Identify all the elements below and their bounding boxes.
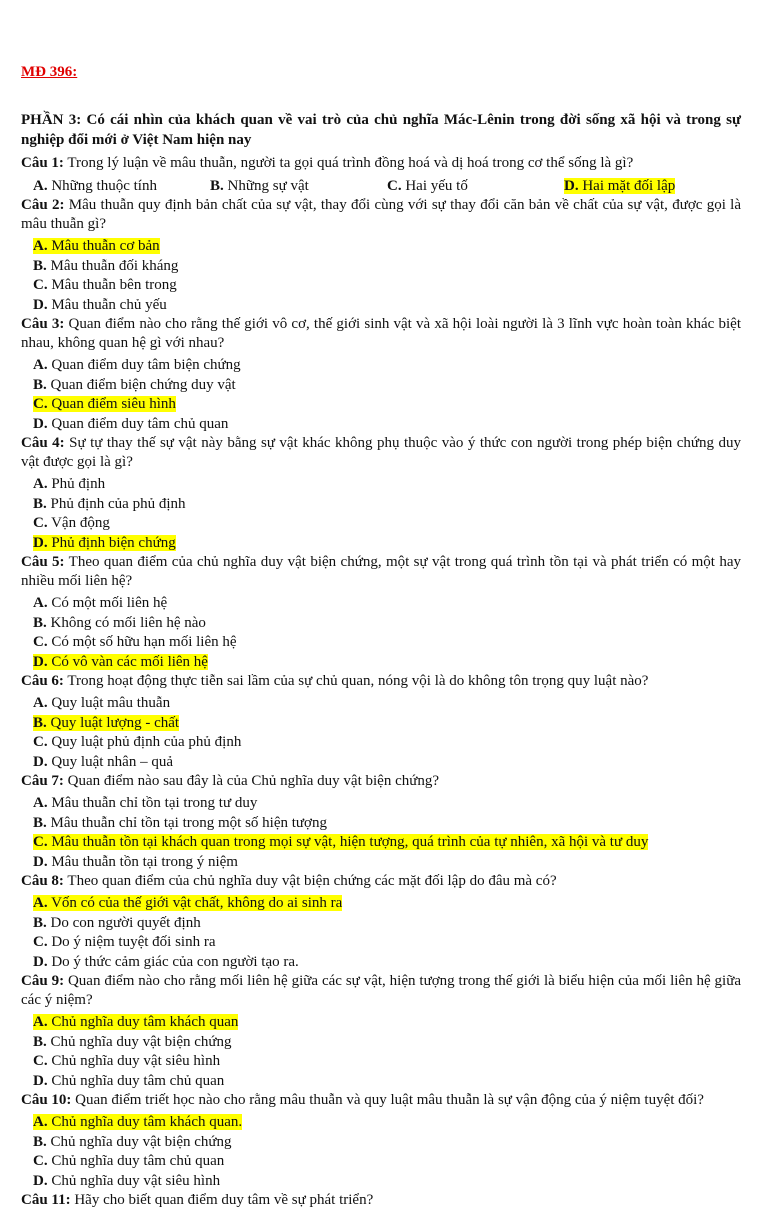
option-text: Quy luật mâu thuẫn bbox=[47, 695, 171, 711]
option-text: Không có mối liên hệ nào bbox=[46, 614, 206, 631]
option-list bbox=[33, 894, 741, 972]
option-letter: A. bbox=[33, 238, 48, 254]
question-label: Câu 11: bbox=[21, 1192, 71, 1208]
option-text: Vốn có của thế giới vật chất, không do ai sinh ra bbox=[47, 895, 343, 911]
question-label: Câu 7: bbox=[21, 773, 64, 789]
option-c[interactable] bbox=[33, 1152, 390, 1172]
option-letter: D. bbox=[33, 853, 48, 870]
option-letter: B. bbox=[33, 714, 47, 731]
answer-highlight bbox=[33, 396, 176, 412]
option-letter: D. bbox=[33, 296, 48, 313]
option-letter: C. bbox=[33, 277, 48, 293]
option-a[interactable] bbox=[33, 794, 741, 814]
option-list bbox=[33, 794, 741, 872]
option-b[interactable] bbox=[210, 176, 387, 196]
option-text: Những thuộc tính bbox=[47, 178, 157, 194]
option-text: Mâu thuẫn tồn tại khách quan trong mọi sự vật, hiện tượng, quá trình của tự nhiên, xã hội và tư duy bbox=[47, 834, 649, 850]
option-b[interactable] bbox=[33, 914, 741, 934]
option-d[interactable] bbox=[33, 753, 390, 773]
option-grid bbox=[33, 694, 741, 772]
option-c[interactable] bbox=[33, 633, 390, 653]
question-stem bbox=[21, 872, 741, 891]
option-letter: C. bbox=[33, 634, 48, 650]
option-letter: B. bbox=[210, 178, 224, 194]
option-letter: D. bbox=[33, 415, 48, 432]
question-text: Mâu thuẫn quy định bản chất của sự vật, thay đổi cùng với sự thay đổi căn bản về chất của sự vật, được gọi là mâu thuẫn gì? bbox=[21, 197, 741, 232]
answer-highlight bbox=[33, 1014, 238, 1030]
option-a[interactable] bbox=[33, 475, 390, 495]
question-stem bbox=[21, 972, 741, 1010]
option-letter: D. bbox=[564, 178, 579, 194]
option-d[interactable] bbox=[33, 953, 741, 973]
option-letter: C. bbox=[33, 1053, 48, 1069]
option-grid bbox=[33, 594, 741, 672]
answer-highlight bbox=[33, 535, 176, 551]
option-a[interactable] bbox=[33, 356, 390, 376]
option-b[interactable] bbox=[33, 814, 741, 834]
question-text: Trong hoạt động thực tiễn sai lầm của sự chủ quan, nóng vội là do không tôn trọng quy luật nào? bbox=[63, 673, 649, 689]
option-a[interactable] bbox=[33, 894, 741, 914]
option-c[interactable] bbox=[33, 276, 390, 296]
question-text: Sự tự thay thế sự vật này bằng sự vật khác không phụ thuộc vào ý thức con người trong phép biện chứng duy vật được gọi là gì? bbox=[21, 435, 741, 470]
option-text: Chủ nghĩa duy vật siêu hình bbox=[47, 1172, 221, 1189]
option-letter: A. bbox=[33, 695, 48, 711]
option-text: Mâu thuẫn tồn tại trong ý niệm bbox=[47, 853, 238, 870]
option-letter: B. bbox=[33, 257, 47, 274]
option-grid bbox=[33, 356, 741, 434]
option-letter: A. bbox=[33, 357, 48, 373]
option-letter: C. bbox=[33, 396, 48, 412]
option-text: Những sự vật bbox=[223, 178, 309, 194]
option-letter: A. bbox=[33, 795, 48, 811]
question-stem bbox=[21, 672, 741, 691]
option-c[interactable] bbox=[33, 933, 741, 953]
option-letter: B. bbox=[33, 1033, 47, 1050]
option-text: Phủ định bbox=[47, 476, 106, 492]
question-1 bbox=[21, 154, 741, 196]
option-c[interactable] bbox=[33, 733, 390, 753]
option-text: Chủ nghĩa duy tâm khách quan bbox=[47, 1014, 239, 1030]
option-a[interactable] bbox=[33, 237, 390, 257]
option-letter: C. bbox=[33, 834, 48, 850]
option-letter: D. bbox=[33, 953, 48, 970]
question-7 bbox=[21, 772, 741, 872]
option-letter: D. bbox=[33, 753, 48, 770]
option-text: Chủ nghĩa duy vật biện chứng bbox=[46, 1133, 232, 1150]
option-letter: B. bbox=[33, 814, 47, 831]
option-c[interactable] bbox=[33, 1052, 390, 1072]
question-text: Quan điểm nào cho rằng thế giới vô cơ, thế giới sinh vật và xã hội loài người là 3 lĩnh vực hoàn toàn khác biệt nhau, không quan hệ gì với nhau? bbox=[21, 316, 742, 351]
option-letter: B. bbox=[33, 614, 47, 631]
question-stem bbox=[21, 434, 741, 472]
option-d[interactable] bbox=[33, 653, 390, 673]
question-label: Câu 5: bbox=[21, 554, 65, 570]
option-text: Do ý thức cảm giác của con người tạo ra. bbox=[47, 953, 299, 970]
option-letter: A. bbox=[33, 1114, 48, 1130]
option-text: Mâu thuẫn bên trong bbox=[47, 277, 177, 293]
question-label: Câu 9: bbox=[21, 973, 65, 989]
question-list bbox=[21, 154, 741, 1213]
option-text: Vận động bbox=[47, 515, 110, 531]
option-text: Chủ nghĩa duy vật siêu hình bbox=[47, 1053, 221, 1069]
answer-highlight bbox=[33, 715, 179, 731]
option-text: Phủ định biện chứng bbox=[47, 534, 176, 551]
exam-code: MĐ 396: bbox=[21, 64, 78, 80]
option-c[interactable] bbox=[33, 833, 741, 853]
option-text: Có vô vàn các mối liên hệ bbox=[47, 653, 208, 670]
option-text: Mâu thuẫn cơ bản bbox=[47, 238, 160, 254]
option-c[interactable] bbox=[33, 395, 390, 415]
option-letter: B. bbox=[33, 495, 47, 512]
option-text: Quy luật lượng - chất bbox=[46, 714, 180, 731]
option-d[interactable] bbox=[564, 176, 741, 196]
option-letter: D. bbox=[33, 1172, 48, 1189]
option-text: Có một số hữu hạn mối liên hệ bbox=[47, 634, 237, 650]
question-label: Câu 8: bbox=[21, 873, 64, 889]
answer-highlight bbox=[33, 238, 160, 254]
question-label: Câu 3: bbox=[21, 316, 65, 332]
option-text: Phủ định của phủ định bbox=[46, 495, 186, 512]
question-11 bbox=[21, 1191, 741, 1210]
option-text: Mâu thuẫn chủ yếu bbox=[47, 296, 167, 313]
option-a[interactable] bbox=[33, 1013, 390, 1033]
question-label: Câu 10: bbox=[21, 1092, 72, 1108]
question-stem bbox=[21, 1091, 741, 1110]
option-text: Quan điểm biện chứng duy vật bbox=[46, 376, 236, 393]
option-c[interactable] bbox=[33, 514, 390, 534]
option-letter: B. bbox=[33, 376, 47, 393]
option-row bbox=[33, 176, 741, 196]
option-letter: A. bbox=[33, 476, 48, 492]
option-letter: A. bbox=[33, 1014, 48, 1030]
option-letter: B. bbox=[33, 1133, 47, 1150]
question-4 bbox=[21, 434, 741, 553]
question-stem bbox=[21, 772, 741, 791]
option-text: Mâu thuẫn chỉ tồn tại trong tư duy bbox=[47, 795, 258, 811]
answer-highlight bbox=[33, 1114, 242, 1130]
option-d[interactable] bbox=[33, 853, 741, 873]
option-text: Mâu thuẫn đối kháng bbox=[46, 257, 179, 274]
option-text: Quan điểm siêu hình bbox=[47, 396, 176, 412]
option-grid bbox=[33, 1013, 741, 1091]
question-stem bbox=[21, 154, 741, 173]
option-d[interactable] bbox=[33, 296, 390, 316]
question-text: Quan điểm triết học nào cho rằng mâu thuẫn và quy luật mâu thuẫn là sự vận động của ý niệm tuyệt đối? bbox=[71, 1092, 704, 1108]
question-8 bbox=[21, 872, 741, 972]
option-a[interactable] bbox=[33, 1113, 390, 1133]
question-6 bbox=[21, 672, 741, 772]
option-text: Quan điểm duy tâm chủ quan bbox=[47, 415, 229, 432]
option-text: Quy luật nhân – quả bbox=[47, 753, 173, 770]
option-letter: C. bbox=[33, 934, 48, 950]
option-letter: A. bbox=[33, 178, 48, 194]
option-grid bbox=[33, 237, 741, 315]
option-d[interactable] bbox=[33, 1172, 390, 1192]
question-label: Câu 2: bbox=[21, 197, 65, 213]
option-b[interactable] bbox=[33, 1133, 390, 1153]
option-letter: C. bbox=[33, 1153, 48, 1169]
option-text: Hai yếu tố bbox=[401, 178, 468, 194]
question-stem bbox=[21, 1191, 741, 1210]
option-b[interactable] bbox=[33, 495, 390, 515]
question-stem bbox=[21, 315, 741, 353]
option-grid bbox=[33, 1113, 741, 1191]
answer-highlight bbox=[33, 895, 342, 911]
option-b[interactable] bbox=[33, 1033, 390, 1053]
question-label: Câu 1: bbox=[21, 155, 64, 171]
option-text: Do con người quyết định bbox=[46, 914, 201, 931]
answer-highlight bbox=[33, 654, 208, 670]
question-9 bbox=[21, 972, 741, 1091]
option-letter: A. bbox=[33, 595, 48, 611]
question-text: Theo quan điểm của chủ nghĩa duy vật biện chứng, một sự vật trong quá trình tồn tại và phát triển có một hay nhiều mối liên hệ? bbox=[21, 554, 742, 589]
option-text: Quy luật phủ định của phủ định bbox=[47, 734, 242, 750]
option-a[interactable] bbox=[33, 694, 390, 714]
question-3 bbox=[21, 315, 741, 434]
question-text: Quan điểm nào sau đây là của Chủ nghĩa duy vật biện chứng? bbox=[63, 773, 440, 789]
answer-highlight bbox=[33, 834, 648, 850]
option-letter: C. bbox=[33, 734, 48, 750]
option-b[interactable] bbox=[33, 257, 390, 277]
question-2 bbox=[21, 196, 741, 315]
section-title: PHẦN 3: Có cái nhìn của khách quan về vai trò của chủ nghĩa Mác-Lênin trong đời sống xã hội và trong sự nghiệp đổi mới ở Việt Nam hiện nay bbox=[21, 112, 741, 148]
option-text: Mâu thuẫn chỉ tồn tại trong một số hiện tượng bbox=[46, 814, 327, 831]
option-letter: C. bbox=[33, 515, 48, 531]
option-letter: D. bbox=[33, 653, 48, 670]
option-text: Do ý niệm tuyệt đối sinh ra bbox=[47, 934, 216, 950]
option-text: Chủ nghĩa duy tâm chủ quan bbox=[47, 1153, 225, 1169]
option-b[interactable] bbox=[33, 376, 390, 396]
option-letter: A. bbox=[33, 895, 48, 911]
option-letter: D. bbox=[33, 534, 48, 551]
option-text: Chủ nghĩa duy tâm chủ quan bbox=[47, 1072, 225, 1089]
option-grid bbox=[33, 475, 741, 553]
question-10 bbox=[21, 1091, 741, 1191]
option-a[interactable] bbox=[33, 176, 210, 196]
option-text: Hai mặt đối lập bbox=[578, 178, 676, 194]
question-label: Câu 4: bbox=[21, 435, 65, 451]
question-text: Quan điểm nào cho rằng mối liên hệ giữa các sự vật, hiện tượng trong thế giới là biểu hiện của mối liên hệ giữa các ý niệm? bbox=[21, 973, 742, 1008]
question-5 bbox=[21, 553, 741, 672]
question-text: Hãy cho biết quan điểm duy tâm về sự phát triển? bbox=[70, 1192, 374, 1208]
option-letter: B. bbox=[33, 914, 47, 931]
question-text: Theo quan điểm của chủ nghĩa duy vật biện chứng các mặt đối lập do đâu mà có? bbox=[63, 873, 557, 889]
option-a[interactable] bbox=[33, 594, 390, 614]
question-text: Trong lý luận về mâu thuẫn, người ta gọi quá trình đồng hoá và dị hoá trong cơ thể sống là gì? bbox=[63, 155, 634, 171]
option-letter: C. bbox=[387, 178, 402, 194]
option-b[interactable] bbox=[33, 614, 390, 634]
question-stem bbox=[21, 553, 741, 591]
question-stem bbox=[21, 196, 741, 234]
option-d[interactable] bbox=[33, 1072, 390, 1092]
option-c[interactable] bbox=[387, 176, 564, 196]
answer-highlight bbox=[564, 178, 675, 194]
option-d[interactable] bbox=[33, 415, 390, 435]
option-text: Chủ nghĩa duy tâm khách quan. bbox=[47, 1114, 243, 1130]
option-b[interactable] bbox=[33, 714, 390, 734]
option-letter: D. bbox=[33, 1072, 48, 1089]
option-d[interactable] bbox=[33, 534, 390, 554]
question-label: Câu 6: bbox=[21, 673, 64, 689]
option-text: Quan điểm duy tâm biện chứng bbox=[47, 357, 241, 373]
option-text: Có một mối liên hệ bbox=[47, 595, 168, 611]
option-text: Chủ nghĩa duy vật biện chứng bbox=[46, 1033, 232, 1050]
